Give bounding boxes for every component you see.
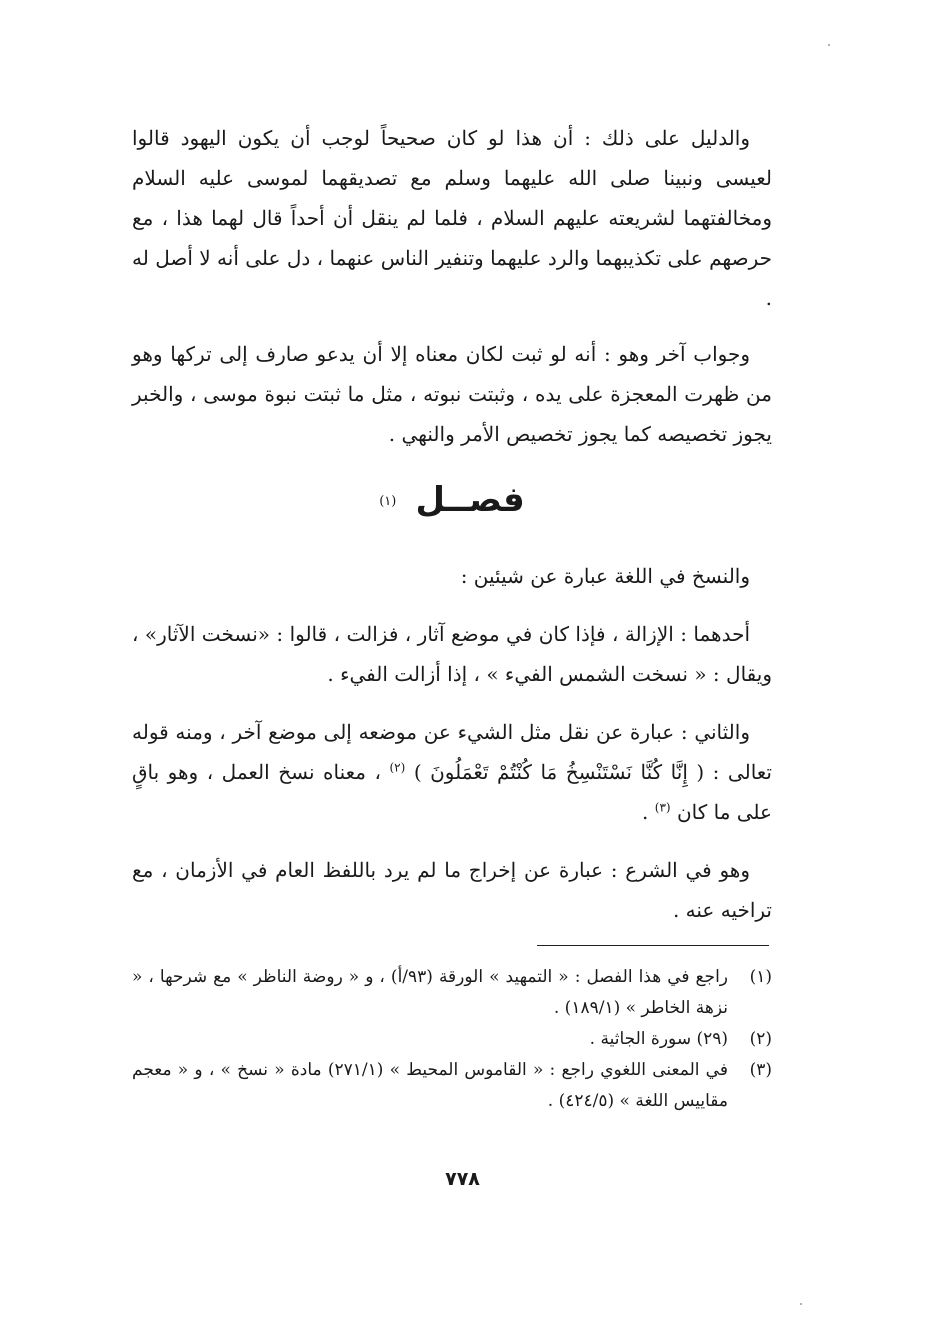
- section-title: فصــل: [415, 480, 525, 520]
- page-body: [132, 118, 772, 948]
- paragraph-sharia-definition: وهو في الشرع : عبارة عن إخراج ما لم يرد باللفظ العام في الأزمان ، مع تراخيه عنه .: [132, 858, 772, 922]
- footnote-divider: [537, 945, 769, 946]
- footnote-item: [132, 1024, 772, 1055]
- footnote-ref-2: (٢): [389, 760, 406, 775]
- footnote-text: راجع في هذا الفصل : « التمهيد » الورقة (٩٣/أ) ، و « روضة الناظر » مع شرحها ، « نزهة الخاطر » (١٨٩/١) .: [132, 967, 729, 1018]
- second-meaning-text-c: .: [642, 800, 649, 824]
- footnote-ref-3: (٣): [654, 800, 671, 815]
- section-footnote-ref: (١): [379, 493, 397, 509]
- second-meaning-text-b: ، معناه نسخ العمل ، وهو باقٍ على ما كان: [132, 760, 772, 824]
- scan-speck: [828, 44, 830, 46]
- footnote-number: (٢): [749, 1029, 772, 1049]
- page-number: ٧٧٨: [445, 1168, 480, 1190]
- paragraph-evidence: والدليل على ذلك : أن هذا لو كان صحيحاً لوجب أن يكون اليهود قالوا لعيسى ونبينا صلى الله عليهما وسلم مع تصديقهما لموسى عليه السلام ومخالفتهما لشريعته عليهم السلام ، فلما لم ينقل أن أحداً قال لهما هذا ، مع حرصهم على تكذيبهما والرد عليهما وتنفير الناس عنهما ، دل على أنه لا أصل له .: [132, 126, 772, 310]
- section-heading: [132, 480, 772, 536]
- second-meaning-text-a: والثاني : عبارة عن نقل مثل الشيء عن موضعه إلى موضع آخر ، ومنه قوله تعالى : ( إِنَّا كُنَّا نَسْتَنْسِخُ مَا كُنْتُمْ تَعْمَلُونَ ): [132, 720, 773, 784]
- paragraph-another-answer: وجواب آخر وهو : أنه لو ثبت لكان معناه إلا أن يدعو صارف إلى تركها وهو من ظهرت المعجزة على يده ، وثبتت نبوته ، مثل ما ثبتت نبوة موسى ، والخبر يجوز تخصيصه كما يجوز تخصيص الأمر والنهي .: [132, 342, 772, 446]
- scan-speck: [800, 1303, 802, 1305]
- footnote-text: في المعنى اللغوي راجع : « القاموس المحيط » (٢٧١/١) مادة « نسخ » ، و « معجم مقاييس اللغة » (٤٢٤/٥) .: [132, 1060, 728, 1111]
- paragraph-naskh-language: والنسخ في اللغة عبارة عن شيئين :: [460, 564, 750, 588]
- footnote-text: (٢٩) سورة الجاثية .: [589, 1029, 728, 1049]
- paragraph-first-meaning: أحدهما : الإزالة ، فإذا كان في موضع آثار ، فزالت ، قالوا : «نسخت الآثار» ، ويقال : « نسخت الشمس الفيء » ، إذا أزالت الفيء .: [132, 622, 772, 686]
- footnote-number: (٣): [749, 1060, 772, 1080]
- footnote-number: (١): [749, 967, 772, 987]
- footnotes: [132, 962, 772, 1117]
- footnote-item: [132, 1055, 772, 1117]
- footnote-item: [132, 962, 772, 1024]
- paragraph-second-meaning: [132, 712, 772, 832]
